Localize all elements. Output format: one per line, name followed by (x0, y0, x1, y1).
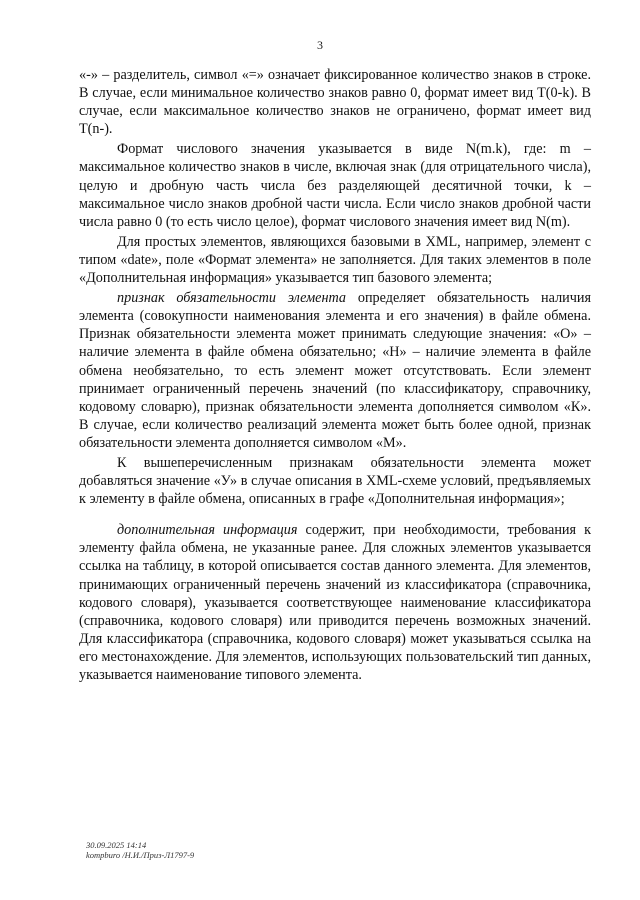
page-number: 3 (317, 38, 323, 52)
footer-datetime: 30.09.2025 14:14 (86, 840, 147, 850)
paragraph-additional-info (79, 521, 591, 684)
paragraph-mandatory-flag (79, 289, 591, 452)
document-body (79, 66, 591, 684)
footer-stamp (86, 840, 194, 860)
paragraph-conditional-flag: К вышеперечисленным признакам обязательности элемента может добавляться значение «У» в случае описания в XML-схеме условий, предъявляемых к элементу в файле обмена, описанных в графе «Дополнительная информация»; (79, 454, 591, 508)
paragraph-additional-info-text: содержит, при необходимости, требования к элементу файла обмена, не указанные ранее. Для сложных элементов указывается ссылка на таблицу, в которой описывается состав данного элемента. Для элементов, принимающих ограниченный перечень значений из классификатора (справочника, кодового словаря), указывается соответствующее наименование классификатора (справочника, кодового словаря) или приводится перечень возможных значений. Для классификатора (справочника, кодового словаря) может указываться ссылка на его местонахождение. Для элементов, использующих пользовательский тип данных, указывается наименование типового элемента. (79, 522, 591, 683)
paragraph-format-text-continued: «-» – разделитель, символ «=» означает фиксированное количество знаков в строке. В случае, если минимальное количество знаков равно 0, формат имеет вид T(0-k). В случае, если максимальное количество знаков не ограничено, формат имеет вид T(n-). (79, 67, 591, 138)
paragraph-numeric-format: Формат числового значения указывается в виде N(m.k), где: m – максимальное количество знаков в числе, включая знак (для отрицательного числа), целую и дробную часть числа без разделяющей десятичной точки, k – максимальное число знаков дробной части числа. Если число знаков дробной части числа равно 0 (то есть число целое), формат числового значения имеет вид N(m). (79, 141, 591, 230)
footer-reference: kompburo /Н.И./Приз-Л1797-9 (86, 850, 195, 860)
term-additional-info: дополнительная информация (117, 522, 298, 539)
paragraph-simple-elements: Для простых элементов, являющихся базовыми в XML, например, элемент с типом «date», поле «Формат элемента» не заполняется. Для таких элементов в поле «Дополнительная информация» указывается тип базового элемента; (79, 233, 591, 287)
term-mandatory-flag: признак обязательности элемента (117, 290, 347, 307)
paragraph-mandatory-flag-text: определяет обязательность наличия элемента (совокупности наименования элемента и его значения) в файле обмена. Признак обязательности элемента может принимать следующие значения: «О» – наличие элемента в файле обмена обязательно; «Н» – наличие элемента в файле обмена необязательно, то есть элемент может отсутствовать. Если элемент принимает ограниченный перечень значений (по классификатору, справочнику, кодовому словарю), признак обязательности элемента дополняется символом «К». В случае, если количество реализаций элемента может быть более одной, признак обязательности элемента дополняется символом «М». (79, 290, 591, 451)
